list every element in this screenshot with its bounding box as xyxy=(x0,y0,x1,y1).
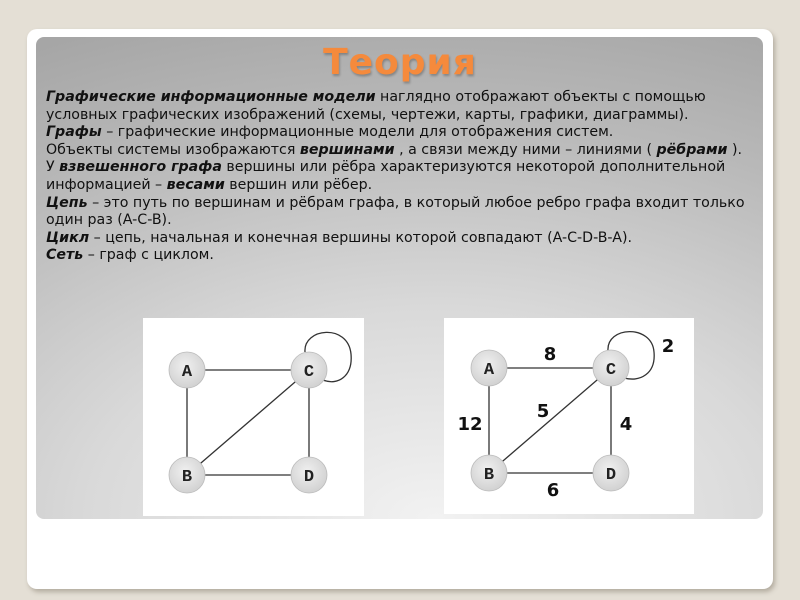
term-edges: рёбрами xyxy=(656,141,728,158)
paragraph-weighted-graph: У взвешенного графа вершины или рёбра характеризуются некоторой дополнительной информацией – весами вершин или рёбер. xyxy=(46,159,726,193)
term-network: Сеть xyxy=(46,247,84,264)
term-cycle: Цикл xyxy=(46,229,90,246)
term-graphs: Графы xyxy=(46,124,102,141)
paragraph-graphs: Графы – графические информационные модели для отображения систем. xyxy=(46,124,614,141)
weight-loop-c: 2 xyxy=(661,336,675,357)
paragraph-vertices-edges: Объекты системы изображаются вершинами , а связи между ними – линиями ( рёбрами ). xyxy=(46,141,743,158)
paragraph-network: Сеть – граф с циклом. xyxy=(46,247,214,264)
weight-b-c: 5 xyxy=(536,401,550,422)
paragraph-graphic-models: Графические информационные модели наглядно отображают объекты с помощью условных графических изображений (схемы, чертежи, карты, графики, диаграммы). xyxy=(46,89,706,123)
slide-title: Теория xyxy=(323,42,477,83)
weighted-graph-diagram xyxy=(444,318,694,514)
node-label-b: B xyxy=(483,466,495,485)
node-label-d: D xyxy=(605,466,617,485)
node-label-a: A xyxy=(483,361,495,380)
weight-a-b: 12 xyxy=(457,414,483,435)
weight-a-c: 8 xyxy=(543,344,557,365)
term-weights: весами xyxy=(166,176,225,193)
node-label-c: C xyxy=(605,361,617,380)
term-vertices: вершинами xyxy=(299,141,395,158)
edge-b-c xyxy=(489,368,611,473)
theory-text xyxy=(46,89,746,265)
node-label-d: D xyxy=(303,468,315,487)
node-label-c: C xyxy=(303,363,315,382)
term-weighted-graph: взвешенного графа xyxy=(59,159,222,176)
term-chain: Цепь xyxy=(46,194,88,211)
weight-c-d: 4 xyxy=(619,414,633,435)
unweighted-graph-diagram xyxy=(143,318,364,516)
paragraph-cycle: Цикл – цепь, начальная и конечная вершины которой совпадают (A-C-D-B-A). xyxy=(46,229,632,246)
edge-b-c xyxy=(187,370,309,475)
paragraph-chain: Цепь – это путь по вершинам и рёбрам графа, в который любое ребро графа входит только один раз (A-C-B). xyxy=(46,194,745,229)
node-label-a: A xyxy=(181,363,193,382)
weight-b-d: 6 xyxy=(546,480,560,501)
term-graphic-models: Графические информационные модели xyxy=(46,89,376,105)
node-label-b: B xyxy=(181,468,193,487)
